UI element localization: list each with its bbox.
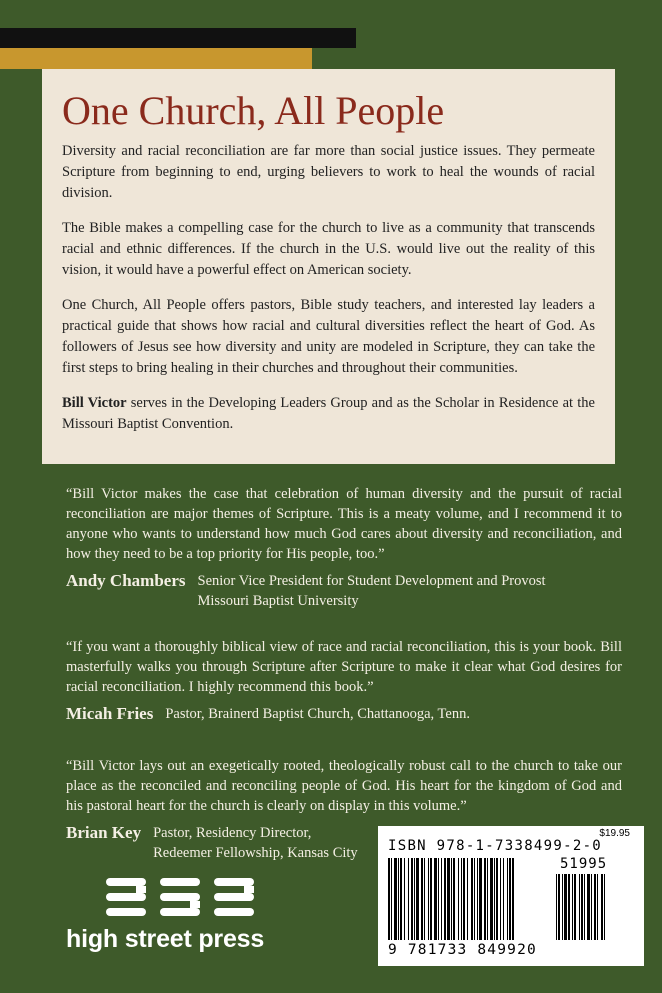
endorser-name: Andy Chambers <box>66 571 186 590</box>
top-black-bar <box>0 28 356 48</box>
endorser-role-line: Missouri Baptist University <box>197 593 359 609</box>
description-paragraph: The Bible makes a compelling case for the church to live as a community that transcends racial and ethnic differences. If the church in the U.S. would live out the reality of this vision, it would have a powerful effect on American society. <box>62 220 595 278</box>
ean-number: 9 781733 849920 <box>388 942 537 958</box>
endorser-role <box>153 823 358 863</box>
author-bio <box>62 393 595 435</box>
price-addon-number: 51995 <box>560 856 608 872</box>
addon-barcode-bars <box>556 874 632 940</box>
endorser-role <box>165 704 470 724</box>
endorsement-quote: “Bill Victor lays out an exegetically rooted, theologically robust call to the church to take our place as the reconciled and reconciling people of God. His heart for the kingdom of God and his pastoral heart for the church is clearly on display in this volume.” <box>66 758 622 814</box>
endorser-role-line: Pastor, Residency Director, <box>153 825 312 841</box>
endorser-name: Micah Fries <box>66 704 154 723</box>
isbn-number: ISBN 978-1-7338499-2-0 <box>388 838 603 854</box>
author-bio-text: serves in the Developing Leaders Group and as the Scholar in Residence at the Missouri Baptist Convention. <box>62 395 595 432</box>
publisher-name: high street press <box>66 925 265 953</box>
barcode-bars <box>388 858 552 942</box>
endorser-role <box>198 571 546 611</box>
author-name: Bill Victor <box>62 395 127 411</box>
publisher-logo-icon <box>66 878 276 918</box>
barcode <box>378 826 644 966</box>
publisher-logo <box>66 878 286 954</box>
description-panel <box>42 69 615 464</box>
endorsement-quote: “If you want a thoroughly biblical view of race and racial reconciliation, this is your book. Bill masterfully walks you through Scripture after Scripture to make it clear what God desires for racial reconciliation. I highly recommend this book.” <box>66 639 622 695</box>
endorsement-attribution <box>66 704 622 724</box>
endorsement <box>66 637 622 724</box>
endorser-role-line: Senior Vice President for Student Development and Provost <box>197 573 546 589</box>
endorser-role-line: Redeemer Fellowship, Kansas City <box>153 845 358 861</box>
endorsement-quote: “Bill Victor makes the case that celebration of human diversity and the pursuit of racial reconciliation are major themes of Scripture. This is a meaty volume, and I recommend it to anyone who wants to understand how much God cares about diversity and reconciliation, and how they need to be a top priority for His people, too.” <box>66 486 622 562</box>
endorser-role-line: Pastor, Brainerd Baptist Church, Chattanooga, Tenn. <box>165 706 470 722</box>
top-gold-bar <box>0 48 312 69</box>
description-paragraph: One Church, All People offers pastors, Bible study teachers, and interested lay leaders a practical guide that shows how racial and cultural diversities reflect the heart of God. As followers of Jesus see how diversity and unity are modeled in Scripture, they can take the first steps to bring healing in their churches and throughout their communities. <box>62 297 595 376</box>
endorser-name: Brian Key <box>66 823 142 842</box>
endorsement-attribution <box>66 571 622 611</box>
price: $19.95 <box>599 828 630 839</box>
description-paragraph: Diversity and racial reconciliation are far more than social justice issues. They permeate Scripture from beginning to end, urging believers to work to heal the wounds of racial division. <box>62 143 595 201</box>
book-title: One Church, All People <box>62 88 445 133</box>
endorsement <box>66 484 622 611</box>
